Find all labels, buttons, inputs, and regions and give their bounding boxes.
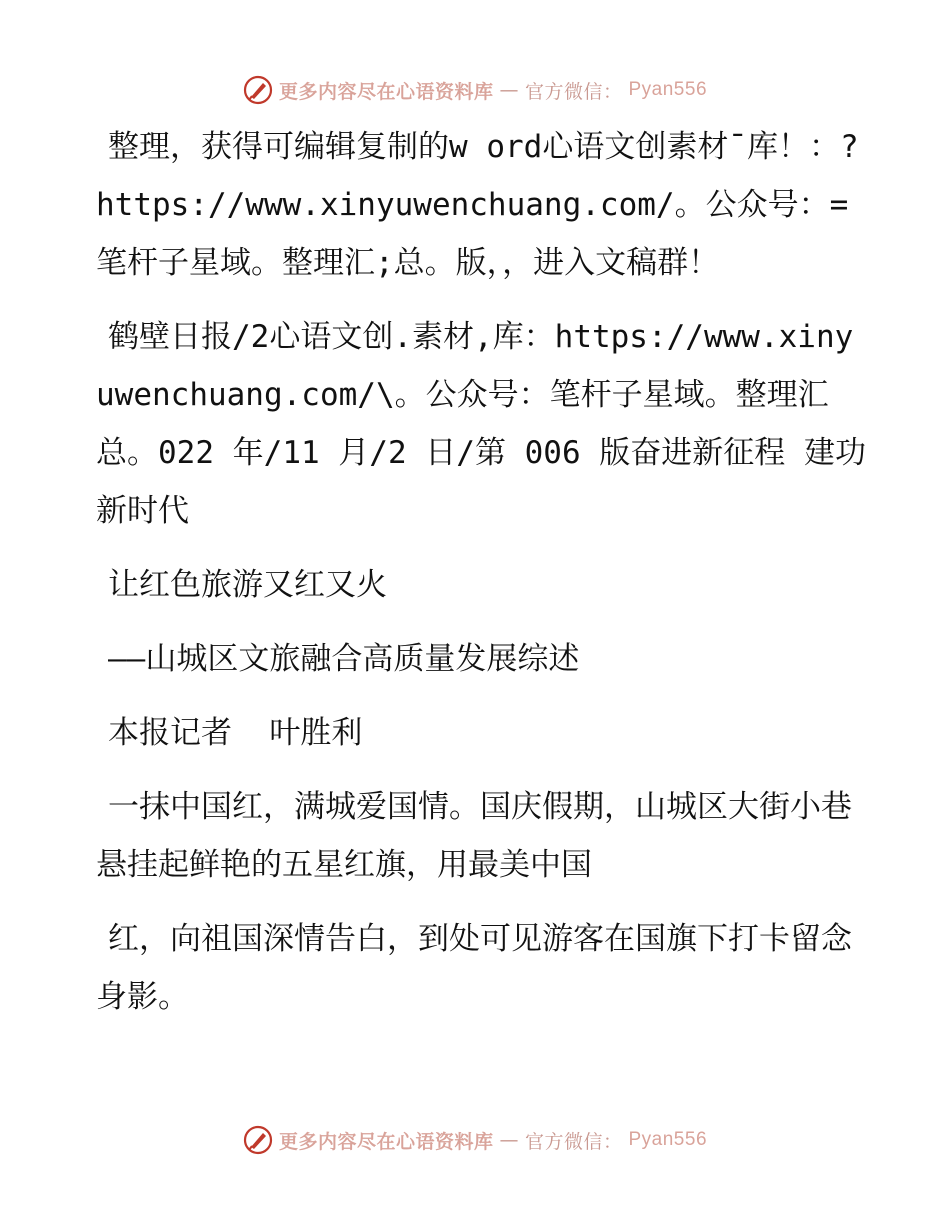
paragraph-body-1: 一抹中国红，满城爱国情。国庆假期，山城区大街小巷悬挂起鲜艳的五星红旗，用最美中国 [96,789,852,883]
paragraph-source: 鹤壁日报/2心语文创.素材,库：https://www.xinyuwenchuang.com/\。公众号：笔杆子星域。整理汇总。022 年/11 月/2 日/第 006 版奋进新征程 建功新时代 [96,319,866,529]
footer-watermark [0,1120,950,1160]
quill-pen-logo-icon [243,1125,273,1155]
article-subtitle: ——山城区文旅融合高质量发展综述 [108,641,580,677]
wechat-id: Pyan556 [628,1129,708,1150]
brand-name: 更多内容尽在心语资料库 [278,1130,494,1153]
wechat-label: 官方微信： [524,80,623,103]
brand-dash: — [499,79,519,101]
paragraph-body-2: 红，向祖国深情告白，到处可见游客在国旗下打卡留念身影。 [96,921,852,1015]
paragraph-intro: 整理，获得可编辑复制的w ord心语文创素材¯库！：?https://www.xinyuwenchuang.com/。公众号：=笔杆子星域。整理汇;总。版，，进入文稿群！ [96,129,859,281]
wechat-id: Pyan556 [628,79,708,100]
article-byline: 本报记者 叶胜利 [108,715,363,751]
brand-name: 更多内容尽在心语资料库 [278,80,494,103]
header-watermark [0,70,950,110]
quill-pen-logo-icon [243,75,273,105]
brand-dash: — [499,1129,519,1151]
wechat-label: 官方微信： [524,1130,623,1153]
document-body [96,118,866,1042]
article-title: 让红色旅游又红又火 [108,567,387,603]
